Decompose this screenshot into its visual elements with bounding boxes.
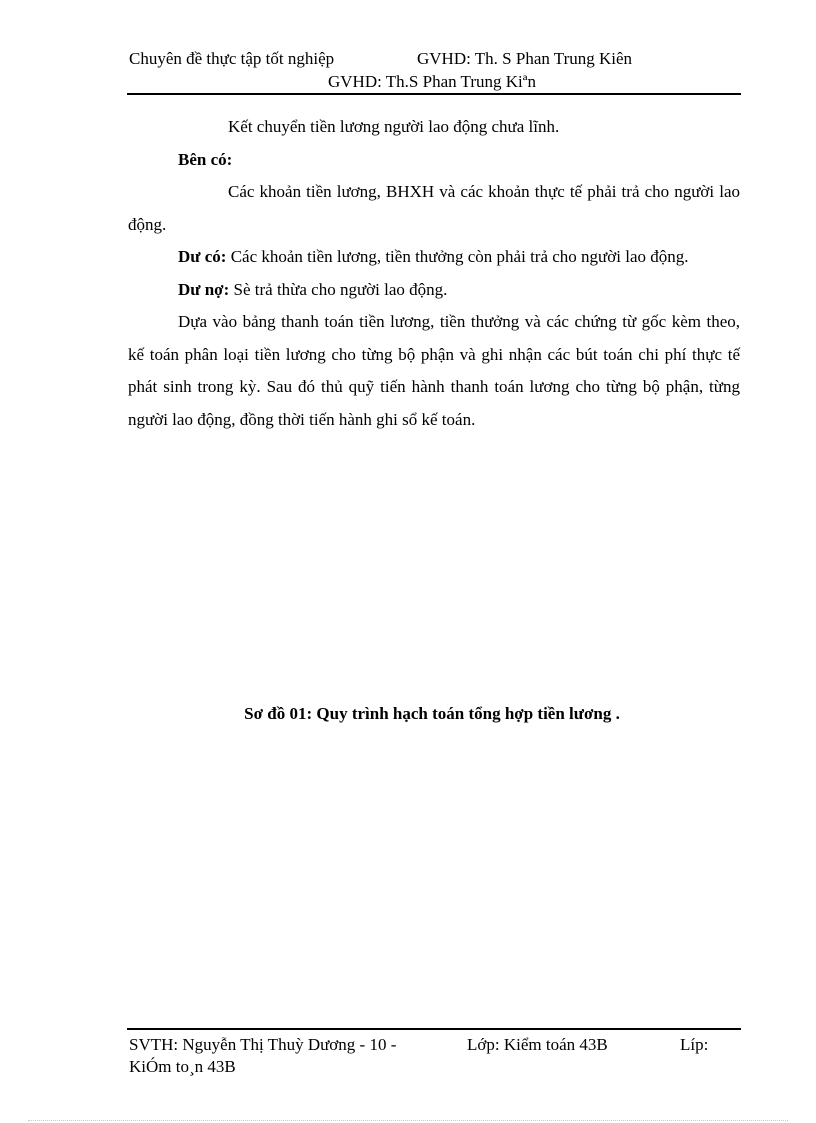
diagram-caption (0, 704, 816, 724)
diagram-caption-text: Sơ đồ 01: Quy trình hạch toán tổng hợp tiền lương . (244, 704, 620, 723)
paragraph-ben-co-label (128, 144, 740, 177)
du-no-text: Sè trả thừa cho người lao động. (229, 279, 448, 299)
paragraph-ben-co-content: Các khoản tiền lương, BHXH và các khoản thực tế phải trả cho người lao động. (128, 182, 740, 234)
header-advisor-duplicate: GVHD: Th.S Phan Trung Kiªn (328, 72, 536, 91)
paragraph-quy-trinh: Dựa vào bảng thanh toán tiền lương, tiền thưởng và các chứng từ gốc kèm theo, kế toán phân loại tiền lương cho từng bộ phận và ghi nhận các bút toán chi phí thực tế phát sinh trong kỳ. Sau đó thủ quỹ tiến hành thanh toán lương cho từng bộ phận, từng người lao động, đồng thời tiến hành ghi sổ kế toán. (128, 312, 740, 429)
page-bottom-dotted-rule (28, 1120, 788, 1121)
header-advisor: GVHD: Th. S Phan Trung Kiên (417, 49, 633, 68)
paragraph-du-co (128, 241, 740, 274)
footer-student: SVTH: Nguyễn Thị Thuỳ Dương - 10 - (129, 1035, 397, 1054)
page-header (129, 49, 749, 71)
body-text (128, 111, 740, 436)
footer-divider (127, 1028, 741, 1030)
ben-co-label: Bên có: (178, 149, 233, 169)
du-co-label: Dư có: (178, 247, 227, 266)
header-divider (127, 93, 741, 95)
du-co-text: Các khoản tiền lương, tiền thưởng còn phải trả cho người lao động. (226, 247, 689, 266)
du-no-label: Dư nợ: (178, 279, 230, 299)
header-title: Chuyên đề thực tập tốt nghiệp (129, 49, 335, 68)
footer-lip: Líp: (680, 1035, 709, 1054)
paragraph-du-no (128, 274, 740, 307)
footer-class-garbled: KiÓm to¸n 43B (129, 1057, 236, 1076)
footer-class: Lớp: Kiểm toán 43B (467, 1035, 608, 1054)
paragraph-ket-chuyen: Kết chuyển tiền lương người lao động chưa lĩnh. (228, 117, 560, 136)
